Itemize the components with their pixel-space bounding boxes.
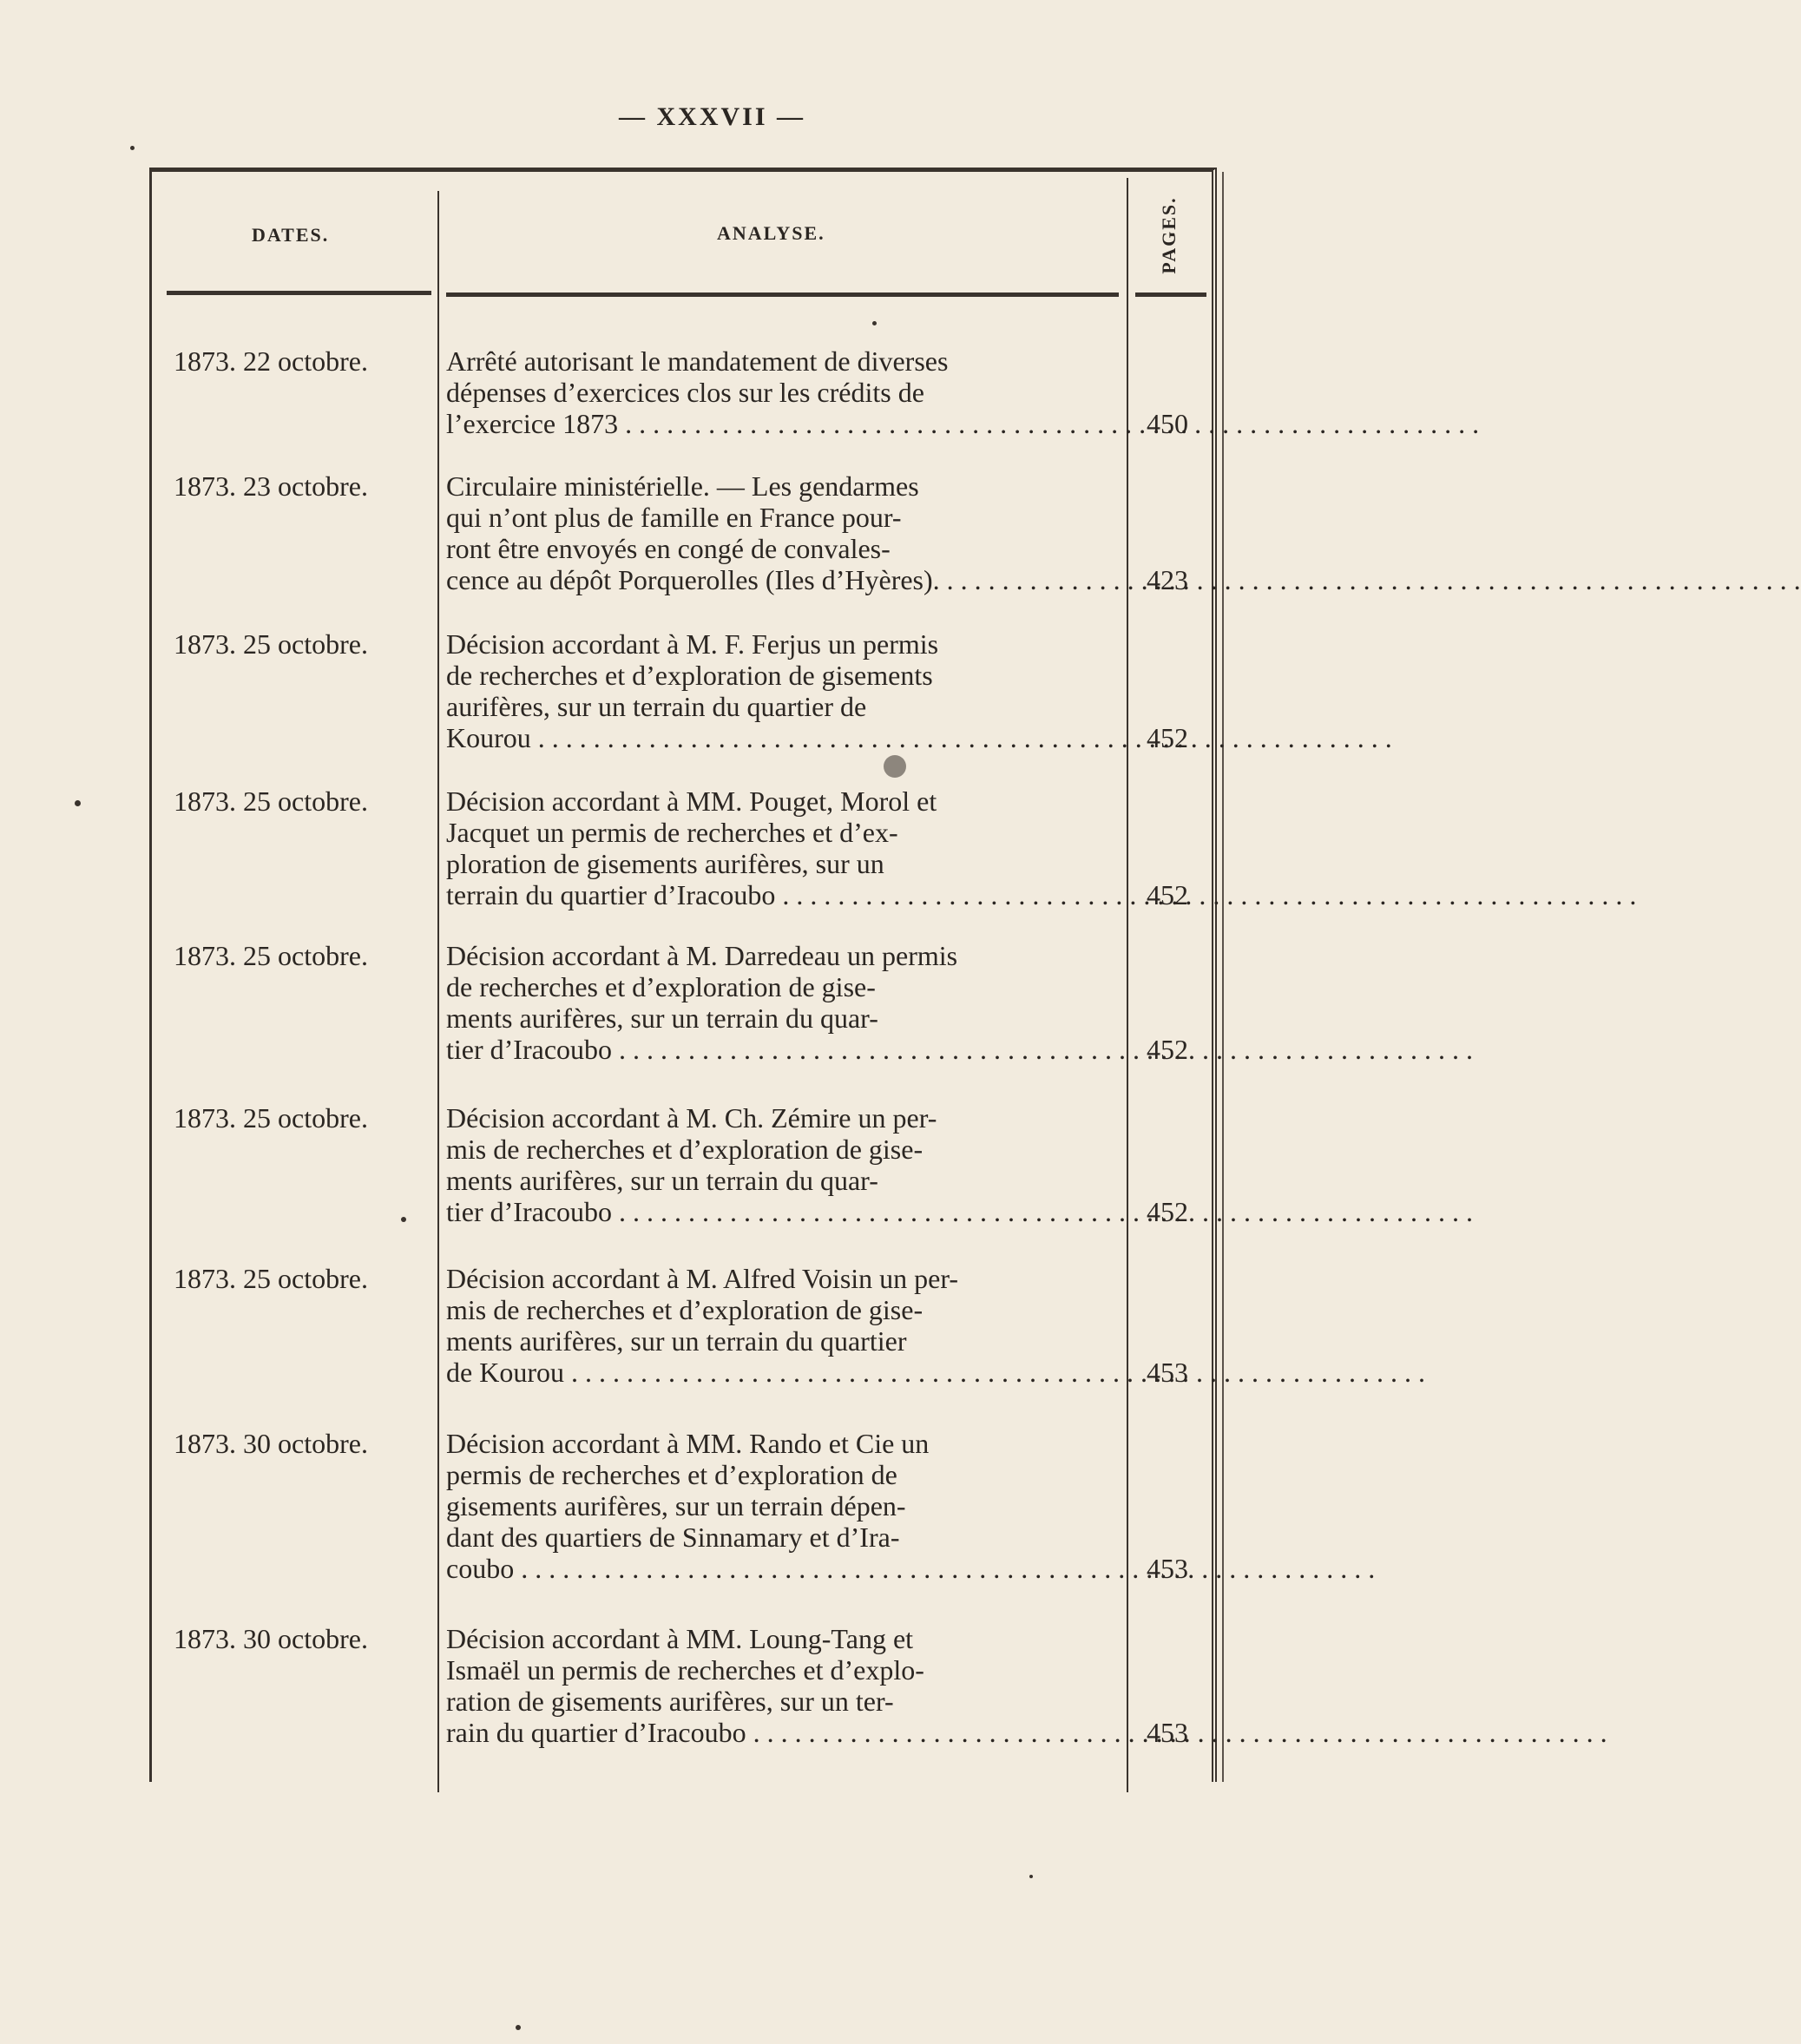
analysis-line: Kourou . . . <box>477 722 1149 753</box>
entry-page-number: 453 <box>1147 1553 1188 1584</box>
entry-page-number: 452 <box>1147 879 1188 910</box>
analysis-line: Décision accordant à M. F. Ferjus un permis <box>446 628 939 660</box>
entry-date: 1873. 22 octobre. <box>174 345 368 377</box>
column-header-dates: DATES. <box>252 224 330 246</box>
entry-date: 1873. 30 octobre. <box>174 1428 368 1459</box>
entry-analysis <box>446 345 1149 439</box>
ink-speck <box>1029 1875 1033 1878</box>
ink-blot <box>884 755 906 778</box>
column-divider-dates <box>437 191 439 1792</box>
analysis-line: ments aurifères, sur un terrain du quar- <box>446 1165 878 1196</box>
entry-page-number: 453 <box>1147 1357 1188 1388</box>
entry-analysis <box>446 470 1149 595</box>
ink-speck <box>75 800 81 806</box>
entry-page-number: 450 <box>1147 408 1188 439</box>
entry-date: 1873. 25 octobre. <box>174 940 368 971</box>
entry-page-number: 423 <box>1147 564 1188 595</box>
analysis-line: ront être envoyés en congé de convales- <box>446 533 891 564</box>
analysis-line: Décision accordant à M. Alfred Voisin un per- <box>446 1263 959 1294</box>
analysis-line: Arrêté autorisant le mandatement de diverses <box>446 345 949 377</box>
analysis-line: ments aurifères, sur un terrain du quar- <box>446 1002 878 1034</box>
analysis-line: rain du quartier d’Iracoubo . . . <box>477 1717 1149 1748</box>
entry-date: 1873. 25 octobre. <box>174 628 368 660</box>
analysis-line: dépenses d’exercices clos sur les crédits de <box>446 377 924 408</box>
entry-analysis <box>446 940 1149 1065</box>
entry-date: 1873. 25 octobre. <box>174 1263 368 1294</box>
analysis-line: Décision accordant à MM. Loung-Tang et <box>446 1623 914 1654</box>
entry-page-number: 452 <box>1147 1034 1188 1065</box>
analysis-line: de recherches et d’exploration de gise- <box>446 971 876 1002</box>
header-rule-pages <box>1135 292 1206 297</box>
entry-date: 1873. 30 octobre. <box>174 1623 368 1654</box>
ink-speck <box>872 321 877 325</box>
analysis-line: Décision accordant à MM. Pouget, Morol et <box>446 785 937 817</box>
analysis-line: coubo . . . <box>477 1553 1149 1584</box>
analysis-line: Décision accordant à M. Darredeau un permis <box>446 940 958 971</box>
analysis-line: Circulaire ministérielle. — Les gendarmes <box>446 470 919 502</box>
entry-analysis <box>446 1263 1149 1388</box>
entry-analysis <box>446 785 1149 910</box>
analysis-line: dant des quartiers de Sinnamary et d’Ira- <box>446 1521 900 1553</box>
analysis-line: ration de gisements aurifères, sur un ter- <box>446 1686 894 1717</box>
analysis-line: tier d’Iracoubo . . . <box>477 1196 1149 1227</box>
entry-analysis <box>446 628 1149 753</box>
analysis-line: Ismaël un permis de recherches et d’explo- <box>446 1654 924 1686</box>
analysis-line: de Kourou . . . <box>477 1357 1149 1388</box>
ink-speck <box>516 2025 521 2030</box>
column-header-analyse: ANALYSE. <box>717 222 825 244</box>
analysis-line: qui n’ont plus de famille en France pour- <box>446 502 902 533</box>
entry-page-number: 452 <box>1147 722 1188 753</box>
entry-analysis <box>446 1623 1149 1748</box>
analysis-line: Décision accordant à MM. Rando et Cie un <box>446 1428 930 1459</box>
analysis-line: permis de recherches et d’exploration de <box>446 1459 897 1490</box>
entry-page-number: 452 <box>1147 1196 1188 1227</box>
header-rule-analyse <box>446 292 1119 297</box>
entry-date: 1873. 23 octobre. <box>174 470 368 502</box>
analysis-line: Décision accordant à M. Ch. Zémire un per- <box>446 1102 937 1134</box>
entry-analysis <box>446 1428 1149 1584</box>
column-header-pages: PAGES. <box>1158 196 1180 274</box>
analysis-line: l’exercice 1873 . . . <box>477 408 1149 439</box>
analysis-line: de recherches et d’exploration de gisements <box>446 660 933 691</box>
analysis-line: aurifères, sur un terrain du quartier de <box>446 691 867 722</box>
ink-speck <box>130 146 135 150</box>
entry-date: 1873. 25 octobre. <box>174 1102 368 1134</box>
entry-analysis <box>446 1102 1149 1227</box>
analysis-line: mis de recherches et d’exploration de gise- <box>446 1294 924 1325</box>
analysis-line: ments aurifères, sur un terrain du quartier <box>446 1325 907 1357</box>
entry-page-number: 453 <box>1147 1717 1188 1748</box>
analysis-line: cence au dépôt Porquerolles (Iles d’Hyères). . . . <box>477 564 1149 595</box>
page-number: — XXXVII — <box>618 102 805 131</box>
header-rule-dates <box>167 291 431 295</box>
analysis-line: ploration de gisements aurifères, sur un <box>446 848 884 879</box>
analysis-line: terrain du quartier d’Iracoubo . . . <box>477 879 1149 910</box>
analysis-line: Jacquet un permis de recherches et d’ex- <box>446 817 898 848</box>
ink-speck <box>401 1217 406 1222</box>
analysis-line: gisements aurifères, sur un terrain dépen- <box>446 1490 906 1521</box>
analysis-line: mis de recherches et d’exploration de gise- <box>446 1134 924 1165</box>
analysis-line: tier d’Iracoubo . . . <box>477 1034 1149 1065</box>
entry-date: 1873. 25 octobre. <box>174 785 368 817</box>
